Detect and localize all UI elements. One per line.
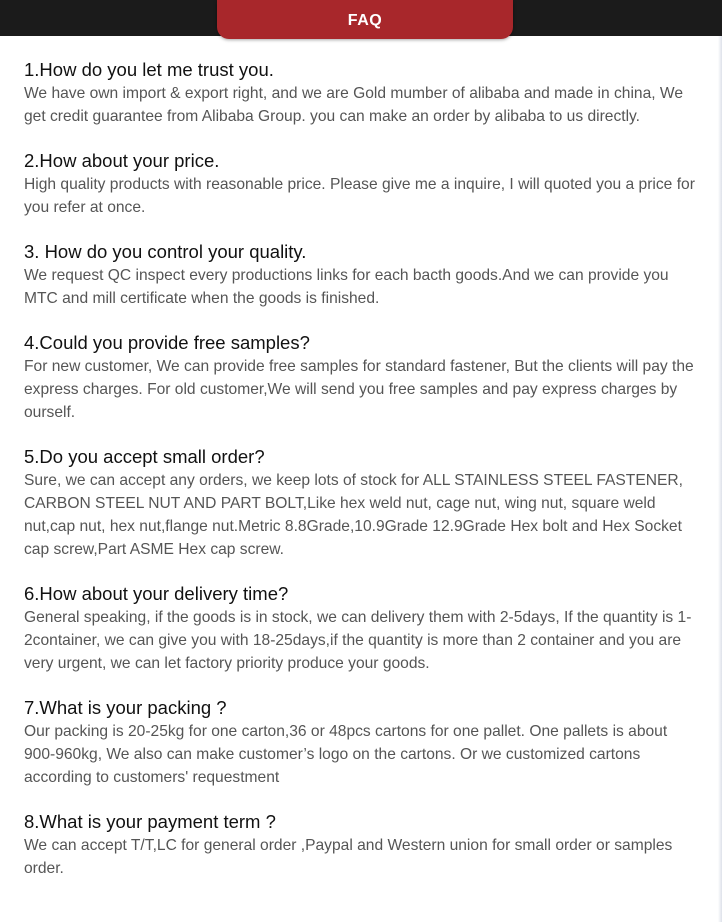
- faq-question: 7.What is your packing ?: [24, 697, 227, 718]
- faq-answer: We request QC inspect every productions links for each bacth goods.And we can provide you MTC and mill certificate when the goods is finished.: [24, 267, 669, 307]
- faq-answer: Our packing is 20-25kg for one carton,36 or 48pcs cartons for one pallet. One pallets is about 900-960kg, We also can make customer’s logo on the cartons. Or we customized cartons according to customers' requestment: [24, 723, 668, 786]
- faq-answer: Sure, we can accept any orders, we keep lots of stock for ALL STAINLESS STEEL FASTENER, CARBON STEEL NUT AND PART BOLT,Like hex weld nut, cage nut, wing nut, square weld nut,cap nut, hex nut,flange nut.Metric 8.8Grade,10.9Grade 12.9Grade Hex bolt and Hex Socket cap screw,Part ASME Hex cap screw.: [24, 472, 683, 558]
- faq-answer: We have own import & export right, and we are Gold mumber of alibaba and made in china, We get credit guarantee from Alibaba Group. you can make an order by alibaba to us directly.: [24, 85, 684, 125]
- faq-list: [24, 58, 700, 901]
- faq-question: 5.Do you accept small order?: [24, 446, 265, 467]
- faq-answer: General speaking, if the goods is in stock, we can delivery them with 2-5days, If the quantity is 1-2container, we can give you with 18-25days,if the quantity is more than 2 container and you are very urgent, we can let factory priority produce your goods.: [24, 609, 692, 672]
- faq-question: 4.Could you provide free samples?: [24, 332, 310, 353]
- faq-item: [24, 331, 700, 424]
- faq-item: [24, 810, 700, 880]
- faq-item: [24, 582, 700, 675]
- faq-question: 3. How do you control your quality.: [24, 241, 307, 262]
- faq-question: 6.How about your delivery time?: [24, 583, 289, 604]
- faq-item: [24, 696, 700, 789]
- faq-answer: High quality products with reasonable price. Please give me a inquire, I will quoted you a price for you refer at once.: [24, 176, 695, 216]
- faq-tab: [217, 0, 513, 39]
- page-edge: [718, 36, 722, 922]
- faq-item: [24, 445, 700, 561]
- faq-item: [24, 149, 700, 219]
- faq-question: 1.How do you let me trust you.: [24, 59, 274, 80]
- faq-tab-label: FAQ: [347, 11, 383, 29]
- faq-question: 2.How about your price.: [24, 150, 220, 171]
- faq-answer: For new customer, We can provide free samples for standard fastener, But the clients will pay the express charges. For old customer,We will send you free samples and pay express charges by ourself.: [24, 358, 694, 421]
- faq-question: 8.What is your payment term ?: [24, 811, 276, 832]
- faq-item: [24, 240, 700, 310]
- faq-answer: We can accept T/T,LC for general order ,Paypal and Western union for small order or samples order.: [24, 837, 673, 877]
- faq-item: [24, 58, 700, 128]
